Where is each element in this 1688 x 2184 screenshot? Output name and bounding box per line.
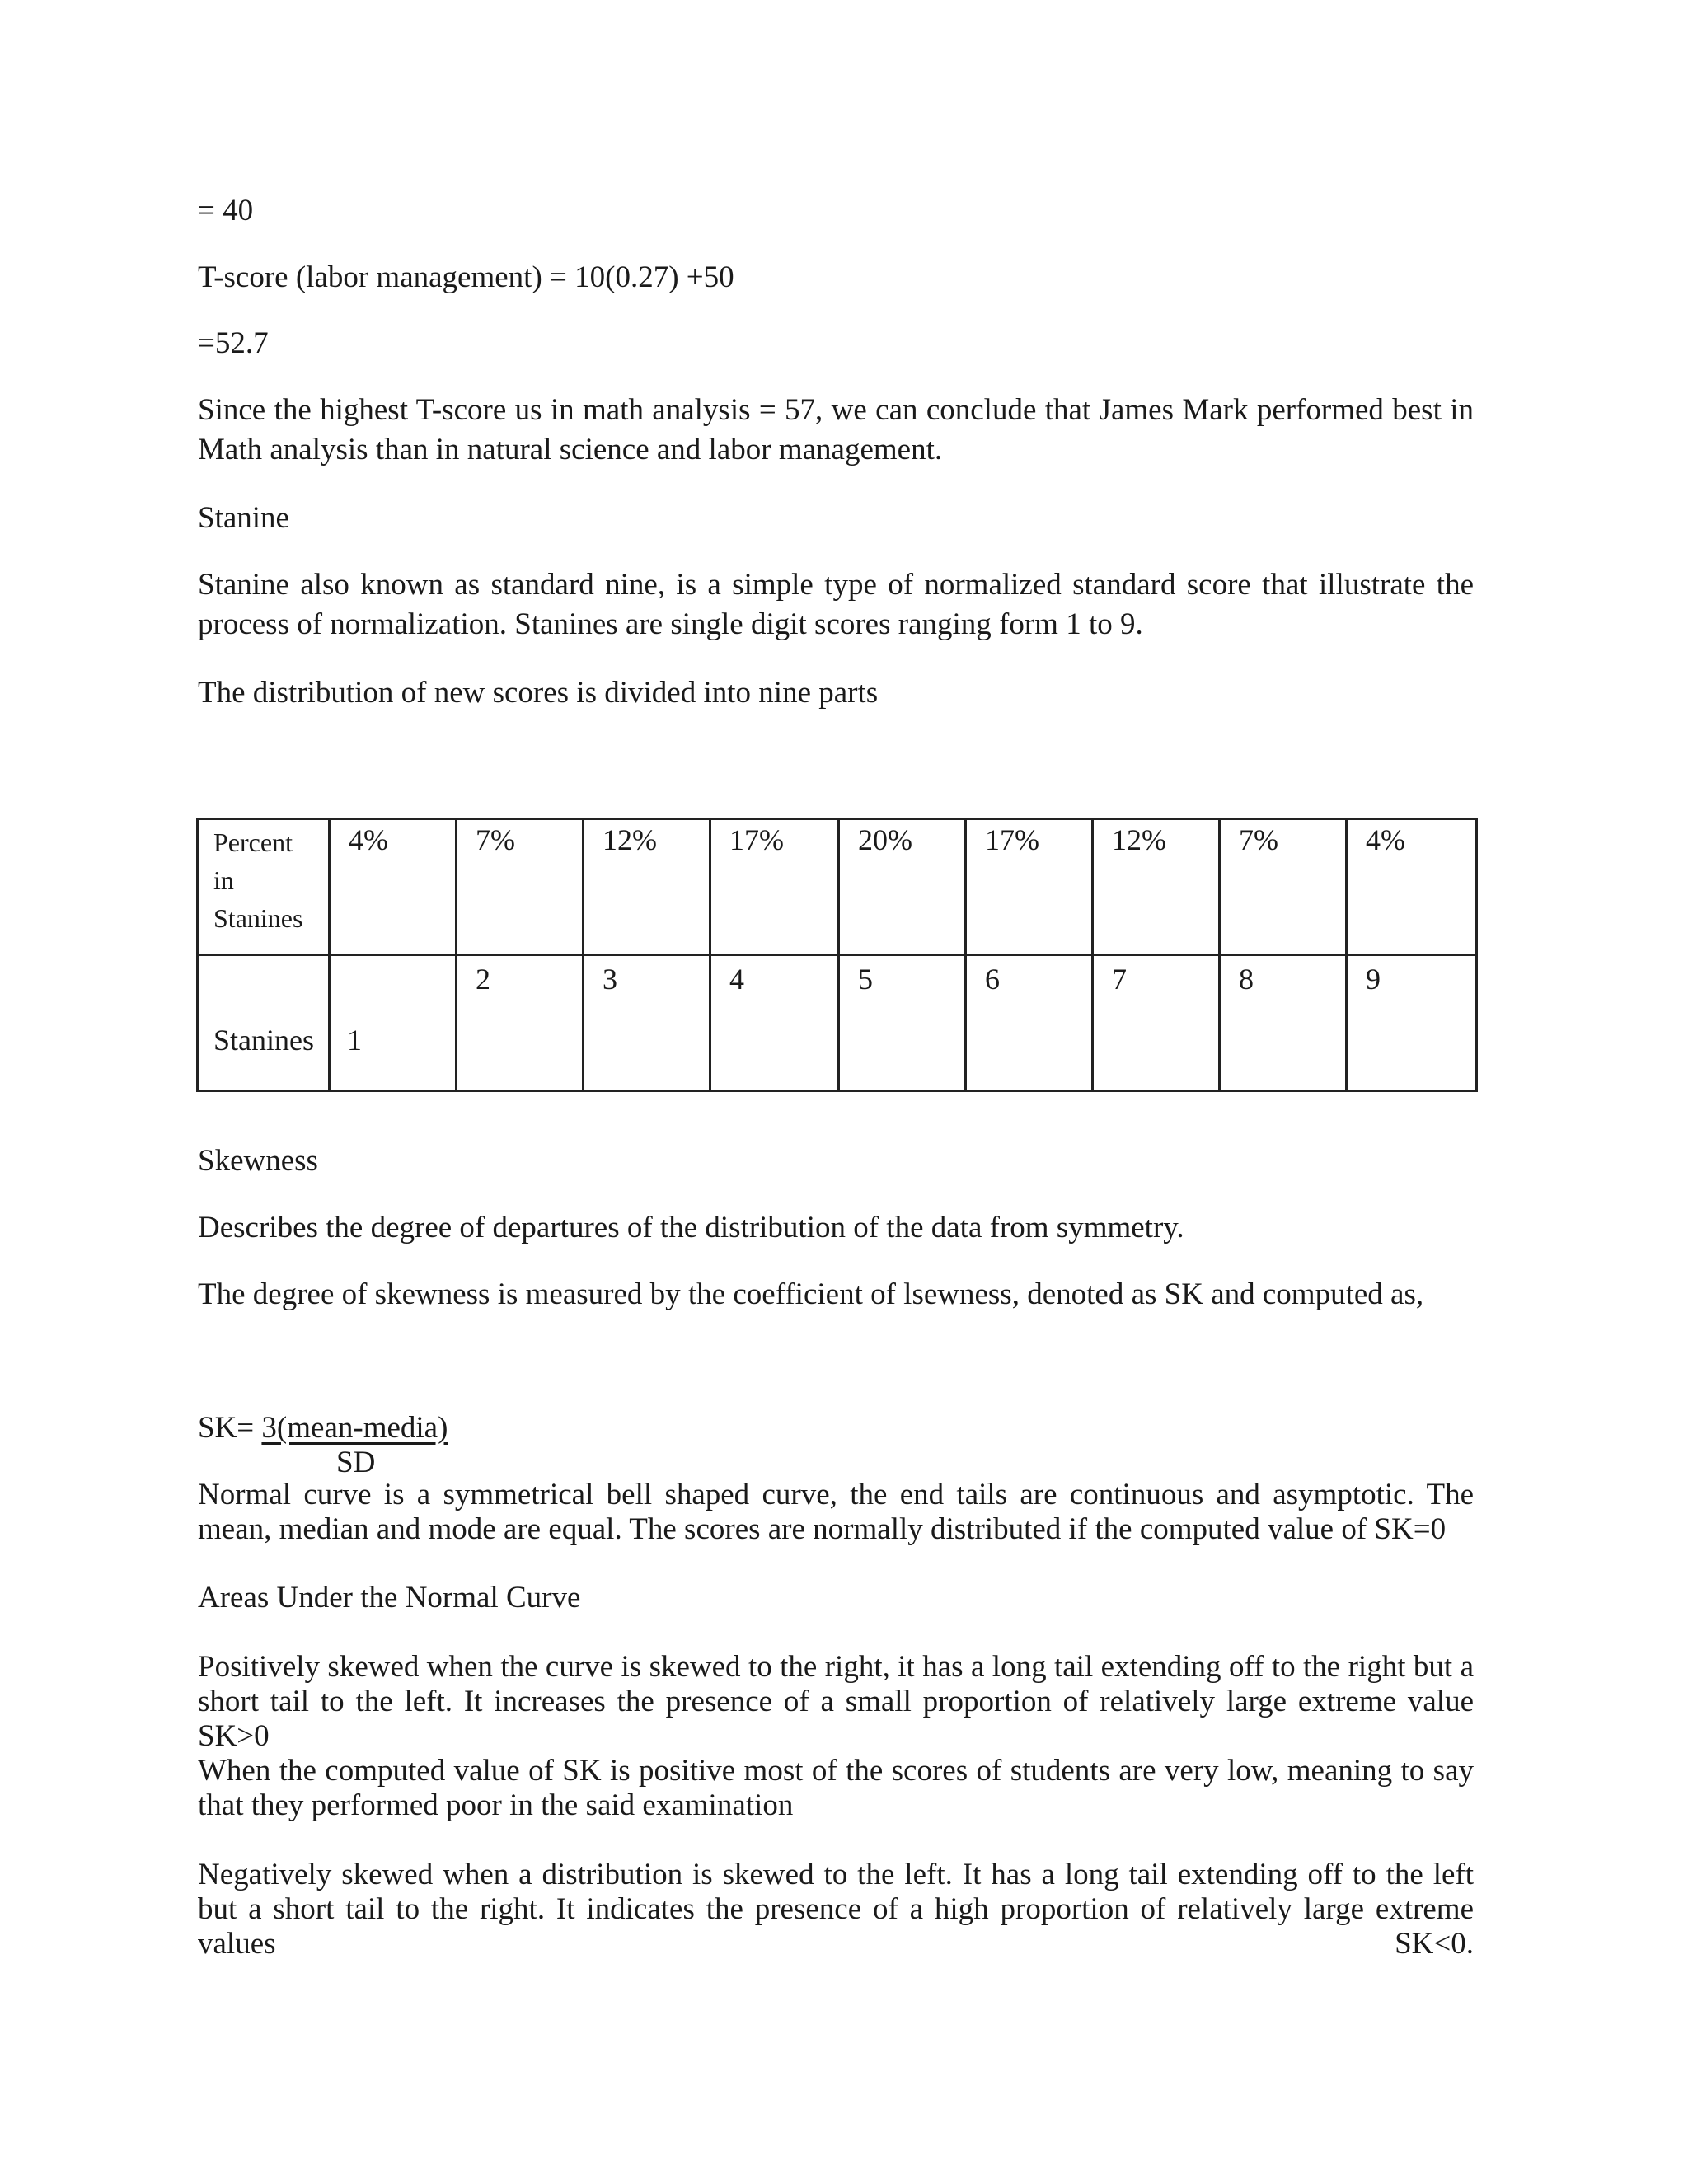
sk-formula-label: SK=	[198, 1411, 262, 1445]
stanine-table	[196, 818, 1478, 1092]
positive-meaning-paragraph: When the computed value of SK is positive most of the scores of students are very low, meaning to say that they performed poor in the said examination	[198, 1754, 1474, 1822]
equation-result-40: = 40	[198, 194, 254, 227]
stanine-cell: 8	[1220, 955, 1347, 1091]
sk-formula	[198, 1408, 448, 1448]
normal-curve-paragraph: Normal curve is a symmetrical bell shaped curve, the end tails are continuous and asymptotic. The mean, median and mode are equal. The scores are normally distributed if the computed value of SK=0	[198, 1478, 1474, 1546]
percent-label-line: Stanines	[213, 903, 303, 933]
percent-cell: 4%	[1347, 819, 1477, 955]
stanine-cell: 3	[584, 955, 710, 1091]
stanine-cell: 2	[457, 955, 584, 1091]
stanine-row	[198, 955, 1477, 1091]
skewness-coefficient-text: The degree of skewness is measured by the coefficient of lsewness, denoted as SK and computed as,	[198, 1277, 1424, 1311]
percent-label-line: Percent	[213, 827, 293, 857]
sk-formula-numerator: 3(mean-media)	[261, 1411, 448, 1445]
percent-label-line: in	[213, 865, 234, 895]
percent-cell: 12%	[584, 819, 710, 955]
percent-row	[198, 819, 1477, 955]
percent-cell: 12%	[1093, 819, 1220, 955]
negative-skew-paragraph: Negatively skewed when a distribution is skewed to the left. It has a long tail extending off to the left but a short tail to the right. It indicates the presence of a high proportion of relatively large extreme values SK<0.	[198, 1858, 1474, 1961]
stanines-label-cell: Stanines	[198, 955, 330, 1091]
stanine-cell: 9	[1347, 955, 1477, 1091]
stanine-definition: Stanine also known as standard nine, is a simple type of normalized standard score that illustrate the process of normalization. Stanines are single digit scores ranging form 1 to 9.	[198, 568, 1474, 641]
percent-cell: 7%	[1220, 819, 1347, 955]
percent-cell: 17%	[966, 819, 1093, 955]
sk-formula-denominator: SD	[336, 1446, 376, 1479]
stanine-cell: 7	[1093, 955, 1220, 1091]
areas-heading: Areas Under the Normal Curve	[198, 1581, 581, 1615]
skewness-definition: Describes the degree of departures of the distribution of the data from symmetry.	[198, 1211, 1184, 1244]
stanine-cell: 5	[839, 955, 966, 1091]
distribution-text: The distribution of new scores is divided into nine parts	[198, 676, 879, 710]
equation-result-52-7: =52.7	[198, 326, 269, 360]
positive-skew-paragraph: Positively skewed when the curve is skewed to the right, it has a long tail extending off to the right but a short tail to the left. It increases the presence of a small proportion of relatively large extreme value SK>0	[198, 1650, 1474, 1753]
stanine-cell: 1	[330, 955, 457, 1091]
stanine-cell: 4	[710, 955, 839, 1091]
skewness-heading: Skewness	[198, 1144, 318, 1178]
stanine-heading: Stanine	[198, 501, 289, 535]
percent-cell: 20%	[839, 819, 966, 955]
stanine-cell: 6	[966, 955, 1093, 1091]
tscore-labor-equation: T-score (labor management) = 10(0.27) +50	[198, 260, 734, 294]
conclusion-paragraph: Since the highest T-score us in math analysis = 57, we can conclude that James Mark performed best in Math analysis than in natural science and labor management.	[198, 393, 1474, 466]
percent-cell: 17%	[710, 819, 839, 955]
percent-label-cell	[198, 819, 330, 955]
percent-cell: 7%	[457, 819, 584, 955]
percent-cell: 4%	[330, 819, 457, 955]
